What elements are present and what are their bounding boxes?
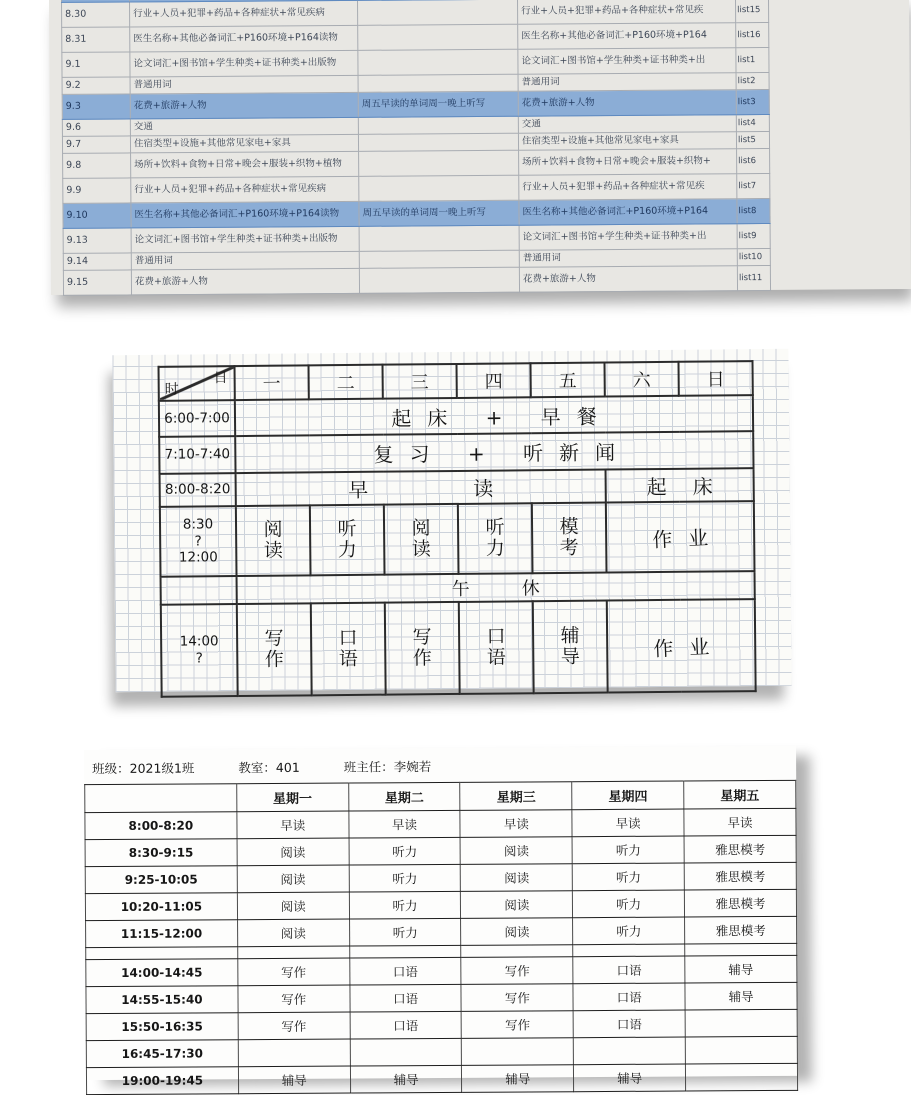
print-subject-cell bbox=[574, 1037, 686, 1065]
print-time-cell: 9:25-10:05 bbox=[85, 866, 237, 894]
vocab-cell-list: list4 bbox=[736, 114, 769, 131]
vocab-cell-note: 周五早读的单词周一晚上听写 bbox=[358, 91, 518, 117]
print-subject-cell: 写作 bbox=[461, 957, 573, 985]
print-subject-cell: 写作 bbox=[238, 985, 350, 1013]
vocab-cell-list: list1 bbox=[736, 47, 769, 72]
print-subject-cell bbox=[238, 1039, 350, 1067]
print-row bbox=[85, 808, 796, 839]
vocab-cell-content: 场所+饮料+食物+日常+晚会+服装+织物+植物 bbox=[131, 151, 359, 178]
classroom: 教室：401 bbox=[238, 759, 300, 776]
print-subject-cell: 雅思模考 bbox=[684, 889, 796, 917]
hand-activity-cell: 作业 bbox=[605, 597, 757, 695]
print-day-header: 星期二 bbox=[348, 782, 460, 811]
print-row bbox=[86, 1063, 797, 1094]
hand-row bbox=[160, 501, 755, 577]
vocab-cell-content: 行业+人员+犯罪+药品+各种症状+常见疾病 bbox=[130, 0, 358, 27]
corner-cell bbox=[159, 366, 235, 401]
print-subject-cell: 写作 bbox=[462, 1011, 574, 1039]
print-subject-cell: 早读 bbox=[572, 809, 684, 837]
print-subject-cell bbox=[462, 1038, 574, 1066]
vocab-cell-content: 医生名称+其他必备词汇+P160环境+P164读物 bbox=[130, 25, 358, 52]
vocab-cell-content2: 医生名称+其他必备词汇+P160环境+P164 bbox=[518, 23, 736, 50]
vocab-cell-date: 9.9 bbox=[63, 178, 131, 203]
print-subject-cell: 辅导 bbox=[574, 1064, 686, 1092]
print-subject-cell: 听力 bbox=[572, 836, 684, 864]
vocab-cell-content2: 交通 bbox=[518, 115, 736, 134]
vocab-cell-content: 花费+旅游+人物 bbox=[131, 268, 359, 295]
vocab-cell-content2: 普通用词 bbox=[518, 73, 736, 92]
print-subject-cell: 早读 bbox=[237, 811, 349, 839]
print-subject-cell: 辅导 bbox=[685, 982, 797, 1010]
hand-time-cell bbox=[161, 576, 237, 605]
vocab-cell-list: list5 bbox=[736, 131, 769, 148]
hand-activity-cell: 早读 bbox=[236, 470, 606, 507]
hand-activity-cell: 起床 + 早餐 bbox=[235, 395, 753, 436]
vocab-cell-date: 9.10 bbox=[63, 203, 131, 228]
vocab-cell-note bbox=[359, 267, 519, 293]
hand-day-header: 三 bbox=[383, 364, 457, 399]
vocab-cell-content2: 行业+人员+犯罪+药品+各种症状+常见疾 bbox=[517, 0, 735, 24]
hand-activity-cell: 口 语 bbox=[311, 603, 386, 696]
vocab-cell-list: list6 bbox=[737, 148, 770, 173]
hand-day-header: 五 bbox=[530, 363, 604, 398]
vocab-cell-content: 住宿类型+设施+其他常见家电+家具 bbox=[130, 134, 358, 153]
print-row bbox=[86, 1009, 797, 1040]
vocab-cell-content: 普通用词 bbox=[130, 75, 358, 94]
vocab-cell-note bbox=[358, 0, 518, 25]
print-subject-cell: 口语 bbox=[573, 983, 685, 1011]
vocab-cell-content2: 花费+旅游+人物 bbox=[518, 90, 736, 117]
vocab-cell-list: list7 bbox=[737, 173, 770, 198]
vocab-cell-list: list11 bbox=[737, 265, 770, 290]
print-subject-cell: 雅思模考 bbox=[685, 916, 797, 944]
hand-activity-cell: 模 考 bbox=[532, 503, 607, 574]
print-row bbox=[85, 889, 796, 920]
print-header-time bbox=[85, 784, 237, 813]
print-subject-cell: 听力 bbox=[349, 837, 461, 865]
vocab-cell-content2: 花费+旅游+人物 bbox=[519, 266, 737, 293]
hand-row bbox=[160, 468, 754, 507]
vocab-cell-content2: 论文词汇+图书馆+学生种类+证书种类+出 bbox=[518, 48, 736, 75]
vocab-row bbox=[63, 265, 770, 295]
print-subject-cell: 口语 bbox=[349, 957, 461, 985]
hand-activity-cell: 阅 读 bbox=[236, 505, 311, 576]
print-row bbox=[86, 955, 797, 986]
print-subject-cell: 阅读 bbox=[461, 837, 573, 865]
vocab-cell-content2: 行业+人员+犯罪+药品+各种症状+常见疾 bbox=[519, 174, 737, 201]
vocab-cell-content: 普通用词 bbox=[131, 251, 359, 270]
hand-activity-cell: 起床 bbox=[606, 468, 754, 502]
handwritten-timetable-photo bbox=[112, 349, 791, 692]
class-name: 班级：2021级1班 bbox=[92, 760, 195, 777]
vocab-table-body bbox=[61, 0, 770, 295]
print-subject-cell: 辅导 bbox=[462, 1065, 574, 1093]
vocab-cell-content: 论文词汇+图书馆+学生种类+证书种类+出版物 bbox=[131, 226, 359, 253]
print-day-header: 星期四 bbox=[572, 781, 684, 810]
vocab-cell-date: 8.31 bbox=[62, 27, 130, 52]
vocab-cell-note bbox=[359, 150, 519, 176]
print-subject-cell: 辅导 bbox=[350, 1065, 462, 1093]
vocab-cell-date: 9.15 bbox=[63, 270, 131, 295]
print-subject-cell bbox=[461, 945, 573, 958]
vocab-cell-content2: 普通用词 bbox=[519, 249, 737, 268]
print-subject-cell: 写作 bbox=[461, 984, 573, 1012]
vocab-cell-date: 9.13 bbox=[63, 228, 131, 253]
vocab-cell-list: list10 bbox=[737, 248, 770, 265]
hand-activity-cell: 作业 bbox=[605, 499, 756, 576]
vocab-cell-list: list9 bbox=[737, 223, 770, 248]
print-subject-cell: 听力 bbox=[572, 863, 684, 891]
vocab-cell-content: 交通 bbox=[130, 117, 358, 136]
print-subject-cell: 口语 bbox=[573, 956, 685, 984]
corner-time-label: 时 bbox=[164, 381, 179, 398]
print-subject-cell: 阅读 bbox=[461, 864, 573, 892]
print-time-cell: 10:20-11:05 bbox=[85, 893, 237, 921]
print-subject-cell bbox=[685, 1009, 797, 1037]
print-time-cell: 8:30-9:15 bbox=[85, 839, 237, 867]
print-subject-cell bbox=[686, 1063, 798, 1091]
vocab-cell-content2: 医生名称+其他必备词汇+P160环境+P164 bbox=[519, 199, 737, 226]
class-timetable-photo bbox=[84, 746, 798, 1088]
hand-day-header: 二 bbox=[309, 365, 383, 400]
hand-activity-cell: 听 力 bbox=[310, 505, 385, 576]
print-time-cell: 19:00-19:45 bbox=[86, 1067, 238, 1095]
hand-time-cell: 8:30 ? 12:00 bbox=[160, 506, 237, 577]
vocab-cell-content: 论文词汇+图书馆+学生种类+证书种类+出版物 bbox=[130, 50, 358, 77]
print-subject-cell bbox=[349, 945, 461, 958]
print-row bbox=[86, 1036, 797, 1067]
vocab-cell-list: list16 bbox=[736, 22, 769, 47]
vocab-cell-note bbox=[359, 225, 519, 251]
print-time-cell: 15:50-16:35 bbox=[86, 1013, 238, 1041]
vocab-cell-date: 9.6 bbox=[62, 119, 130, 136]
vocab-cell-content2: 论文词汇+图书馆+学生种类+证书种类+出 bbox=[519, 224, 737, 251]
vocab-cell-date: 9.2 bbox=[62, 77, 130, 94]
vocab-cell-note: 周五早读的单词周一晚上听写 bbox=[359, 200, 519, 226]
print-table-body bbox=[85, 808, 798, 1094]
print-time-cell: 14:55-15:40 bbox=[86, 986, 238, 1014]
print-subject-cell bbox=[238, 946, 350, 959]
print-time-cell bbox=[86, 947, 238, 960]
handwritten-table-body bbox=[159, 361, 756, 697]
print-subject-cell bbox=[350, 1038, 462, 1066]
vocab-cell-content2: 场所+饮料+食物+日常+晚会+服装+织物+ bbox=[519, 149, 737, 176]
print-subject-cell: 写作 bbox=[238, 1012, 350, 1040]
vocab-cell-date: 8.30 bbox=[62, 2, 130, 27]
print-subject-cell: 写作 bbox=[238, 958, 350, 986]
hand-time-cell: 14:00 ? bbox=[161, 604, 238, 697]
vocab-cell-list: list3 bbox=[736, 89, 769, 114]
vocab-cell-note bbox=[358, 24, 518, 50]
print-day-header: 星期五 bbox=[684, 780, 796, 809]
print-subject-cell bbox=[685, 943, 797, 956]
vocab-cell-content2: 住宿类型+设施+其他常见家电+家具 bbox=[518, 132, 736, 151]
print-subject-cell: 雅思模考 bbox=[684, 862, 796, 890]
handwritten-header-row bbox=[159, 361, 753, 401]
hand-activity-cell: 复习 + 听新闻 bbox=[235, 431, 753, 473]
print-time-cell: 11:15-12:00 bbox=[86, 920, 238, 948]
print-subject-cell: 口语 bbox=[350, 1011, 462, 1039]
print-header-row bbox=[85, 780, 796, 812]
vocab-cell-date: 9.3 bbox=[62, 94, 130, 119]
print-subject-cell bbox=[685, 1036, 797, 1064]
print-timetable bbox=[84, 780, 798, 1095]
print-subject-cell: 雅思模考 bbox=[684, 835, 796, 863]
head-teacher: 班主任：李婉若 bbox=[343, 759, 432, 775]
print-subject-cell: 辅导 bbox=[685, 955, 797, 983]
print-row bbox=[86, 916, 797, 947]
vocab-cell-date: 9.14 bbox=[63, 253, 131, 270]
print-subject-cell: 早读 bbox=[349, 810, 461, 838]
vocab-cell-content: 医生名称+其他必备词汇+P160环境+P164读物 bbox=[131, 201, 359, 228]
hand-activity-cell: 写 作 bbox=[237, 603, 312, 696]
vocab-cell-list: list15 bbox=[735, 0, 768, 23]
hand-activity-cell: 阅 读 bbox=[384, 504, 459, 575]
print-subject-cell: 早读 bbox=[684, 808, 796, 836]
vocab-cell-note bbox=[358, 74, 518, 92]
print-subject-cell: 听力 bbox=[349, 864, 461, 892]
print-subject-cell: 阅读 bbox=[461, 918, 573, 946]
vocab-schedule-photo bbox=[49, 0, 911, 295]
print-subject-cell: 听力 bbox=[349, 918, 461, 946]
print-day-header: 星期一 bbox=[237, 783, 349, 812]
class-meta bbox=[92, 757, 431, 777]
print-subject-cell: 阅读 bbox=[237, 838, 349, 866]
vocab-cell-content: 花费+旅游+人物 bbox=[130, 92, 358, 119]
vocab-cell-note bbox=[358, 49, 518, 75]
vocab-cell-date: 9.7 bbox=[62, 136, 130, 153]
print-time-cell: 16:45-17:30 bbox=[86, 1040, 238, 1068]
print-subject-cell: 阅读 bbox=[461, 891, 573, 919]
print-row bbox=[85, 862, 796, 893]
hand-day-header: 日 bbox=[678, 361, 752, 396]
print-subject-cell: 听力 bbox=[349, 891, 461, 919]
print-subject-cell bbox=[573, 944, 685, 957]
vocab-cell-list: list2 bbox=[736, 72, 769, 89]
print-subject-cell: 听力 bbox=[573, 890, 685, 918]
vocab-cell-date: 9.8 bbox=[63, 153, 131, 178]
hand-activity-cell: 辅 导 bbox=[533, 601, 608, 694]
print-subject-cell: 早读 bbox=[460, 810, 572, 838]
print-time-cell: 14:00-14:45 bbox=[86, 959, 238, 987]
hand-row bbox=[161, 599, 756, 697]
hand-row bbox=[159, 395, 753, 437]
vocab-table bbox=[61, 0, 771, 296]
vocab-cell-list: list8 bbox=[737, 198, 770, 223]
print-subject-cell: 听力 bbox=[573, 917, 685, 945]
print-subject-cell: 阅读 bbox=[237, 865, 349, 893]
hand-activity-cell: 午休 bbox=[237, 571, 755, 604]
hand-activity-cell: 写 作 bbox=[385, 602, 460, 695]
hand-day-header: 一 bbox=[235, 365, 309, 400]
vocab-cell-note bbox=[358, 116, 518, 134]
print-time-cell: 8:00-8:20 bbox=[85, 812, 237, 840]
print-subject-cell: 辅导 bbox=[238, 1066, 350, 1094]
handwritten-table bbox=[158, 360, 757, 698]
vocab-cell-content: 行业+人员+犯罪+药品+各种症状+常见疾病 bbox=[131, 176, 359, 203]
print-subject-cell: 口语 bbox=[573, 1010, 685, 1038]
hand-activity-cell: 听 力 bbox=[458, 503, 533, 574]
vocab-cell-note bbox=[359, 175, 519, 201]
print-subject-cell: 阅读 bbox=[237, 892, 349, 920]
hand-activity-cell: 口 语 bbox=[459, 601, 534, 694]
hand-day-header: 六 bbox=[604, 362, 678, 397]
vocab-cell-date: 9.1 bbox=[62, 52, 130, 77]
hand-time-cell: 7:10-7:40 bbox=[159, 436, 235, 474]
print-row bbox=[86, 982, 797, 1013]
vocab-cell-note bbox=[358, 133, 518, 151]
hand-time-cell: 6:00-7:00 bbox=[159, 400, 235, 437]
print-day-header: 星期三 bbox=[460, 782, 572, 811]
corner-day-label: 日 bbox=[213, 370, 228, 387]
print-subject-cell: 口语 bbox=[350, 984, 462, 1012]
hand-time-cell: 8:00-8:20 bbox=[160, 473, 236, 507]
print-row bbox=[85, 835, 796, 866]
hand-day-header: 四 bbox=[456, 363, 530, 398]
print-subject-cell: 阅读 bbox=[237, 919, 349, 947]
vocab-cell-note bbox=[359, 250, 519, 268]
hand-row bbox=[159, 431, 753, 474]
